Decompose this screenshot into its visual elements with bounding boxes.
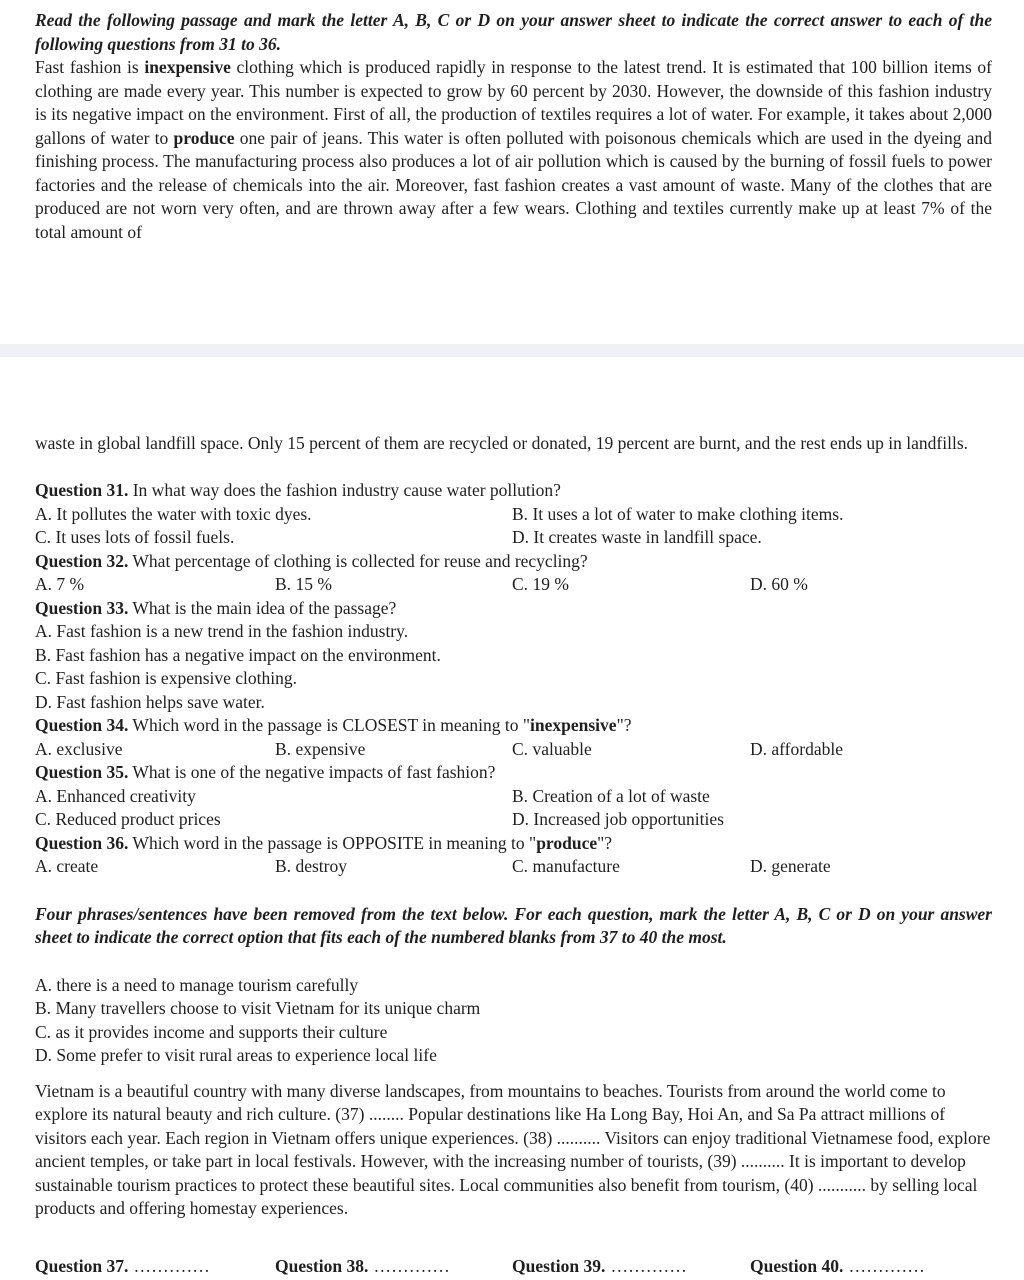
option-label: D. <box>750 574 768 594</box>
option-text: Reduced product prices <box>51 809 221 829</box>
question-heading <box>35 597 992 621</box>
cloze-option <box>35 1044 992 1068</box>
bold-text-run: inexpensive <box>144 57 231 77</box>
option-label: D. <box>35 691 53 712</box>
option-text: 19 % <box>528 574 569 594</box>
passage1-part2: waste in global landfill space. Only 15 percent of them are recycled or donated, 19 percent are burnt, and the rest ends up in landfills. <box>35 433 969 453</box>
question-number: Question 31. <box>35 480 129 500</box>
option-text: generate <box>767 856 831 876</box>
option-line <box>35 691 992 715</box>
option-b <box>35 998 480 1018</box>
option-label: B. <box>275 738 292 759</box>
question-text: What percentage of clothing is collected for reuse and recycling? <box>128 550 588 571</box>
option-a <box>35 975 358 995</box>
option-d <box>35 692 265 712</box>
option-label: D. <box>750 856 768 876</box>
bold-text-run: inexpensive <box>530 715 617 735</box>
option-b <box>512 503 992 527</box>
options-row <box>35 503 992 527</box>
option-a <box>35 503 512 527</box>
option-c <box>512 738 750 762</box>
bold-text-run: produce <box>536 832 598 853</box>
answer-dots: ............. <box>368 1255 451 1276</box>
answer-dots: ............. <box>843 1255 926 1276</box>
answer-slot-label: Question 37. <box>35 1255 129 1276</box>
option-text: Some prefer to visit rural areas to experience local life <box>52 1045 437 1065</box>
option-c <box>512 855 750 879</box>
passage2: Vietnam is a beautiful country with many diverse landscapes, from mountains to beaches. Tourists from around the world come to explore its natural beauty and rich culture. (37) ........ Popular destinations like Ha Long Bay, Hoi An, and Sa Pa attract millions of visitors each year. Each region in Vietnam offers unique experiences. (38) .......... Visitors can enjoy traditional Vietnamese food, explore ancient temples, or take part in local festivals. However, with the increasing number of tourists, (39) .......... It is important to develop sustainable tourism practices to protect these beautiful sites. Local communities also benefit from tourism, (40) ........... by selling local products and offering homestay experiences. <box>35 1080 991 1218</box>
option-label: A. <box>35 856 53 876</box>
answer-dots: ............. <box>605 1255 688 1276</box>
option-label: B. <box>512 785 529 806</box>
options-row <box>35 573 992 597</box>
option-label: C. <box>512 856 529 876</box>
options-row <box>35 855 992 879</box>
question-heading <box>35 714 992 738</box>
option-line <box>35 644 992 668</box>
option-text: It uses lots of fossil fuels. <box>51 527 235 547</box>
answer-dots: ............. <box>128 1255 211 1276</box>
question-block <box>35 479 992 550</box>
answer-slot <box>275 1255 512 1279</box>
option-text: Fast fashion helps save water. <box>52 691 265 712</box>
option-text: Fast fashion is expensive clothing. <box>51 668 298 688</box>
text-run: Which word in the passage is CLOSEST in meaning to " <box>132 715 531 735</box>
question-block <box>35 714 992 761</box>
option-c <box>35 808 512 832</box>
option-text: destroy <box>291 856 347 876</box>
option-text: create <box>52 856 99 876</box>
question-number: Question 36. <box>35 832 129 853</box>
cloze-option <box>35 1021 992 1045</box>
passage1-part1 <box>35 56 992 268</box>
option-line <box>35 620 992 644</box>
options-row <box>35 808 992 832</box>
bold-text-run: produce <box>173 127 235 148</box>
option-d <box>750 855 992 879</box>
option-label: A. <box>35 974 53 995</box>
section1-instructions: Read the following passage and mark the letter A, B, C or D on your answer sheet to indicate the correct answer to each of the following questions from 31 to 36. <box>35 10 992 54</box>
text-run: clothing which is produced rapidly in response to the latest trend. It is estimated that 100 billion items of clothing are made every year. This number is expected to grow by 60 percent by 2030. However, the downside of this fashion industry is its negative impact on the environment. First of all, the production of textiles requires a lot of water. For example, it takes about 2,000 gallons of water to <box>35 57 992 148</box>
question-number: Question 34. <box>35 715 129 735</box>
option-text: manufacture <box>528 856 620 876</box>
option-text: It creates waste in landfill space. <box>529 527 762 547</box>
option-label: D. <box>35 1045 53 1065</box>
answer-slot <box>750 1255 992 1279</box>
option-text: there is a need to manage tourism carefully <box>52 974 359 995</box>
option-label: C. <box>35 527 52 547</box>
answer-slot-label: Question 39. <box>512 1255 606 1276</box>
question-text <box>128 833 612 853</box>
option-b <box>275 573 512 597</box>
question-block <box>35 832 992 879</box>
question-text: In what way does the fashion industry cause water pollution? <box>128 480 561 500</box>
page-separator-band <box>0 344 1024 357</box>
option-label: C. <box>512 574 529 594</box>
option-label: B. <box>275 574 292 594</box>
option-label: A. <box>35 738 53 759</box>
option-a <box>35 855 275 879</box>
option-d <box>750 573 992 597</box>
question-number: Question 35. <box>35 762 129 782</box>
option-c <box>35 1022 387 1042</box>
option-a <box>35 573 275 597</box>
option-b <box>275 855 512 879</box>
option-text: It pollutes the water with toxic dyes. <box>52 503 312 524</box>
option-label: C. <box>512 738 529 759</box>
option-c <box>35 668 297 688</box>
page-gap-bottom <box>35 357 992 432</box>
option-text: 15 % <box>291 574 332 594</box>
text-run: "? <box>616 715 632 735</box>
question-block <box>35 550 992 597</box>
answer-slot-label: Question 38. <box>275 1255 369 1276</box>
answer-slot <box>35 1255 275 1279</box>
option-d <box>750 738 992 762</box>
option-b <box>512 785 992 809</box>
question-text: What is one of the negative impacts of fast fashion? <box>128 762 496 782</box>
text-run: one pair of jeans. This water is often polluted with poisonous chemicals which are used in the dyeing and finishing process. The manufacturing process also produces a lot of air pollution which is caused by the burning of fossil fuels to power factories and the release of chemicals into the air. Moreover, fast fashion creates a vast amount of waste. Many of the clothes that are produced are not worn very often, and are thrown away after a few wears. Clothing and textiles currently make up at least 7% of the total amount of <box>35 127 992 242</box>
option-text: Many travellers choose to visit Vietnam for its unique charm <box>51 998 481 1018</box>
option-d <box>35 1045 437 1065</box>
option-label: B. <box>35 644 52 665</box>
option-text: affordable <box>767 738 843 759</box>
option-text: Enhanced creativity <box>52 785 196 806</box>
text-run: "? <box>597 832 613 853</box>
option-label: B. <box>35 998 52 1018</box>
option-label: D. <box>750 738 768 759</box>
answer-slots-row <box>35 1255 992 1279</box>
text-run: Fast fashion is <box>35 57 145 77</box>
section2-instructions: Four phrases/sentences have been removed from the text below. For each question, mark the letter A, B, C or D on your answer sheet to indicate the correct option that fits each of the numbered blanks from 37 to 40 the most. <box>35 903 992 947</box>
option-line <box>35 667 992 691</box>
option-label: C. <box>35 668 52 688</box>
option-c <box>512 573 750 597</box>
question-heading <box>35 479 992 503</box>
option-label: C. <box>35 809 52 829</box>
option-label: B. <box>275 856 292 876</box>
options-row <box>35 526 992 550</box>
option-label: A. <box>35 503 53 524</box>
option-label: C. <box>35 1021 52 1042</box>
option-label: D. <box>512 527 530 547</box>
option-b <box>35 645 441 665</box>
question-heading <box>35 832 992 856</box>
answer-slot-label: Question 40. <box>750 1255 844 1276</box>
option-text: exclusive <box>52 738 123 759</box>
questions-31-36 <box>35 479 992 879</box>
option-d <box>512 526 992 550</box>
question-heading <box>35 550 992 574</box>
option-label: B. <box>512 503 529 524</box>
option-text: Creation of a lot of waste <box>528 785 710 806</box>
option-text: It uses a lot of water to make clothing items. <box>528 503 844 524</box>
option-text: Increased job opportunities <box>529 809 724 829</box>
option-label: D. <box>512 809 530 829</box>
option-text: valuable <box>528 738 592 759</box>
answer-slot <box>512 1255 750 1279</box>
question-heading <box>35 761 992 785</box>
option-label: A. <box>35 785 53 806</box>
question-number: Question 33. <box>35 597 129 618</box>
cloze-option <box>35 997 992 1021</box>
cloze-option <box>35 974 992 998</box>
option-text: expensive <box>291 738 366 759</box>
option-text: 7 % <box>52 574 85 594</box>
options-row <box>35 738 992 762</box>
question-number: Question 32. <box>35 550 129 571</box>
question-block <box>35 761 992 832</box>
option-a <box>35 621 408 641</box>
option-label: A. <box>35 574 53 594</box>
question-text: What is the main idea of the passage? <box>128 597 397 618</box>
option-text: Fast fashion has a negative impact on the environment. <box>51 644 441 665</box>
option-a <box>35 785 512 809</box>
option-a <box>35 738 275 762</box>
option-c <box>35 526 512 550</box>
option-text: Fast fashion is a new trend in the fashion industry. <box>52 621 409 641</box>
option-label: A. <box>35 621 53 641</box>
cloze-options-list <box>35 974 992 1068</box>
question-block <box>35 597 992 715</box>
option-text: as it provides income and supports their culture <box>51 1021 388 1042</box>
option-b <box>275 738 512 762</box>
text-run: Which word in the passage is OPPOSITE in meaning to " <box>132 832 537 853</box>
option-d <box>512 808 992 832</box>
question-text <box>128 715 631 735</box>
options-row <box>35 785 992 809</box>
option-text: 60 % <box>767 574 808 594</box>
page-gap-top <box>35 268 992 344</box>
